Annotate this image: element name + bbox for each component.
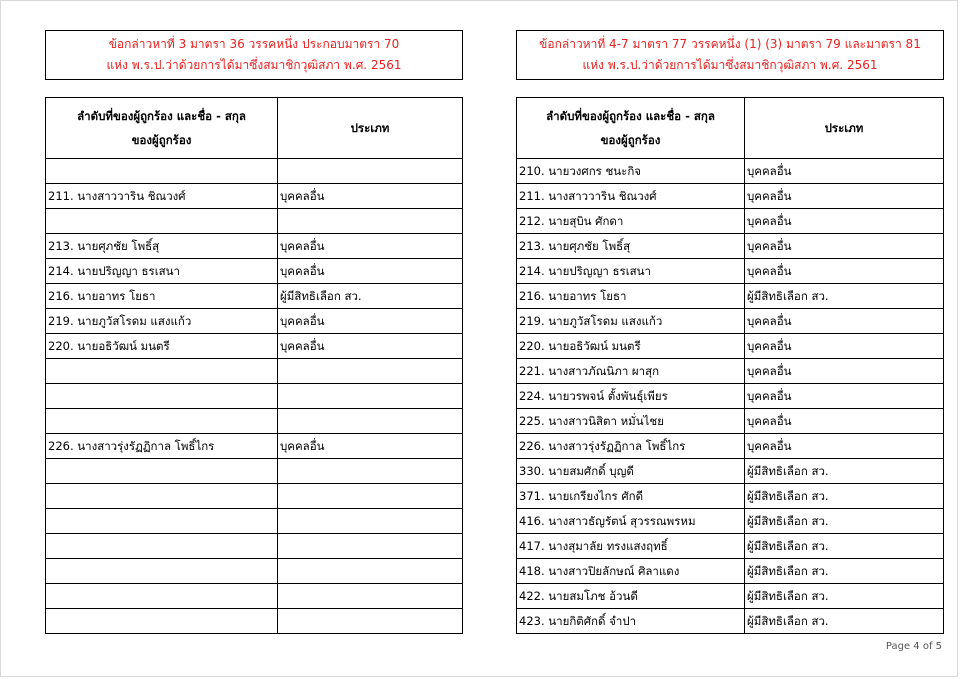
header-type-column: ประเภท bbox=[745, 98, 944, 159]
header-name-line2: ของผู้ถูกร้อง bbox=[600, 133, 661, 147]
table-row bbox=[517, 234, 944, 259]
page-number: Page 4 of 5 bbox=[885, 641, 942, 652]
respondent-name-cell: 330. นายสมศักดิ์ บุญดี bbox=[517, 459, 745, 484]
table-row bbox=[46, 334, 463, 359]
right-respondent-table bbox=[516, 97, 944, 634]
respondent-name-cell: 219. นายภูวัสโรดม แสงแก้ว bbox=[46, 309, 278, 334]
respondent-name-cell: 220. นายอธิวัฒน์ มนตรี bbox=[517, 334, 745, 359]
table-row bbox=[46, 584, 463, 609]
respondent-type-cell: บุคคลอื่น bbox=[278, 234, 463, 259]
header-name-line2: ของผู้ถูกร้อง bbox=[131, 133, 192, 147]
respondent-name-cell: 219. นายภูวัสโรดม แสงแก้ว bbox=[517, 309, 745, 334]
table-row bbox=[46, 384, 463, 409]
table-row bbox=[46, 609, 463, 634]
table-row bbox=[46, 534, 463, 559]
table-row bbox=[46, 309, 463, 334]
table-row bbox=[517, 184, 944, 209]
respondent-type-cell: บุคคลอื่น bbox=[745, 384, 944, 409]
respondent-type-cell bbox=[278, 384, 463, 409]
table-row bbox=[46, 159, 463, 184]
respondent-name-cell: 422. นายสมโภช อ้วนดี bbox=[517, 584, 745, 609]
table-row bbox=[517, 509, 944, 534]
respondent-type-cell: บุคคลอื่น bbox=[278, 259, 463, 284]
respondent-name-cell: 423. นายกิติศักดิ์ จำปา bbox=[517, 609, 745, 634]
respondent-name-cell: 418. นางสาวปิยลักษณ์ ศิลาแดง bbox=[517, 559, 745, 584]
respondent-type-cell: บุคคลอื่น bbox=[745, 259, 944, 284]
respondent-name-cell: 210. นายวงศกร ชนะกิจ bbox=[517, 159, 745, 184]
respondent-type-cell: บุคคลอื่น bbox=[745, 234, 944, 259]
respondent-name-cell: 214. นายปริญญา ธรเสนา bbox=[46, 259, 278, 284]
respondent-type-cell bbox=[278, 159, 463, 184]
respondent-name-cell: 213. นายศุภชัย โพธิ์สุ bbox=[46, 234, 278, 259]
respondent-type-cell bbox=[278, 609, 463, 634]
respondent-type-cell: ผู้มีสิทธิเลือก สว. bbox=[745, 584, 944, 609]
respondent-name-cell bbox=[46, 384, 278, 409]
respondent-name-cell bbox=[46, 559, 278, 584]
respondent-type-cell: บุคคลอื่น bbox=[745, 159, 944, 184]
table-row bbox=[46, 284, 463, 309]
respondent-type-cell bbox=[278, 534, 463, 559]
table-row bbox=[46, 484, 463, 509]
respondent-type-cell: บุคคลอื่น bbox=[278, 434, 463, 459]
respondent-type-cell: บุคคลอื่น bbox=[745, 359, 944, 384]
respondent-type-cell: ผู้มีสิทธิเลือก สว. bbox=[745, 509, 944, 534]
left-respondent-table bbox=[45, 97, 463, 634]
header-type-column: ประเภท bbox=[278, 98, 463, 159]
respondent-name-cell: 371. นายเกรียงไกร ศักดี bbox=[517, 484, 745, 509]
respondent-name-cell bbox=[46, 484, 278, 509]
respondent-type-cell: ผู้มีสิทธิเลือก สว. bbox=[745, 609, 944, 634]
respondent-name-cell bbox=[46, 459, 278, 484]
left-table-body bbox=[46, 159, 463, 634]
respondent-type-cell: ผู้มีสิทธิเลือก สว. bbox=[745, 559, 944, 584]
table-row bbox=[517, 534, 944, 559]
respondent-type-cell bbox=[278, 584, 463, 609]
respondent-type-cell: บุคคลอื่น bbox=[745, 309, 944, 334]
respondent-name-cell: 212. นายสุบิน ศักดา bbox=[517, 209, 745, 234]
respondent-name-cell: 224. นายวรพจน์ ตั้งพันธุ์เพียร bbox=[517, 384, 745, 409]
respondent-name-cell bbox=[46, 359, 278, 384]
table-row bbox=[46, 184, 463, 209]
left-title-line1: ข้อกล่าวหาที่ 3 มาตรา 36 วรรคหนึ่ง ประกอบมาตรา 70 bbox=[108, 37, 400, 51]
right-table-body bbox=[517, 159, 944, 634]
table-row bbox=[517, 284, 944, 309]
respondent-name-cell bbox=[46, 534, 278, 559]
respondent-type-cell bbox=[278, 409, 463, 434]
table-row bbox=[46, 459, 463, 484]
respondent-name-cell: 216. นายอาทร โยธา bbox=[517, 284, 745, 309]
table-row bbox=[517, 309, 944, 334]
respondent-type-cell: บุคคลอื่น bbox=[745, 409, 944, 434]
respondent-name-cell: 211. นางสาววาริน ชิณวงศ์ bbox=[46, 184, 278, 209]
respondent-type-cell: ผู้มีสิทธิเลือก สว. bbox=[745, 459, 944, 484]
respondent-type-cell bbox=[278, 559, 463, 584]
respondent-type-cell bbox=[278, 459, 463, 484]
respondent-type-cell: ผู้มีสิทธิเลือก สว. bbox=[745, 534, 944, 559]
table-row bbox=[46, 234, 463, 259]
table-header-row bbox=[46, 98, 463, 159]
table-row bbox=[46, 409, 463, 434]
respondent-type-cell: บุคคลอื่น bbox=[745, 334, 944, 359]
right-title-line1: ข้อกล่าวหาที่ 4-7 มาตรา 77 วรรคหนึ่ง (1) (3) มาตรา 79 และมาตรา 81 bbox=[539, 37, 921, 51]
respondent-name-cell bbox=[46, 609, 278, 634]
table-row bbox=[46, 209, 463, 234]
table-row bbox=[517, 434, 944, 459]
respondent-type-cell bbox=[278, 509, 463, 534]
respondent-type-cell: ผู้มีสิทธิเลือก สว. bbox=[745, 284, 944, 309]
respondent-type-cell: บุคคลอื่น bbox=[278, 334, 463, 359]
respondent-type-cell: ผู้มีสิทธิเลือก สว. bbox=[278, 284, 463, 309]
respondent-type-cell bbox=[278, 484, 463, 509]
respondent-name-cell: 220. นายอธิวัฒน์ มนตรี bbox=[46, 334, 278, 359]
respondent-name-cell bbox=[46, 209, 278, 234]
respondent-name-cell: 211. นางสาววาริน ชิณวงศ์ bbox=[517, 184, 745, 209]
table-row bbox=[517, 159, 944, 184]
header-name-column bbox=[46, 98, 278, 159]
respondent-type-cell bbox=[278, 359, 463, 384]
table-row bbox=[46, 434, 463, 459]
header-name-column bbox=[517, 98, 745, 159]
respondent-name-cell bbox=[46, 509, 278, 534]
respondent-name-cell bbox=[46, 409, 278, 434]
table-row bbox=[517, 459, 944, 484]
left-title-line2: แห่ง พ.ร.ป.ว่าด้วยการได้มาซึ่งสมาชิกวุฒิสภา พ.ศ. 2561 bbox=[106, 58, 402, 72]
table-row bbox=[46, 359, 463, 384]
respondent-type-cell: บุคคลอื่น bbox=[745, 434, 944, 459]
table-row bbox=[517, 384, 944, 409]
respondent-name-cell: 417. นางสุมาลัย ทรงแสงฤทธิ์ bbox=[517, 534, 745, 559]
table-row bbox=[517, 209, 944, 234]
left-charge-title bbox=[45, 30, 463, 80]
table-row bbox=[517, 584, 944, 609]
table-row bbox=[46, 509, 463, 534]
respondent-type-cell: บุคคลอื่น bbox=[278, 184, 463, 209]
respondent-name-cell bbox=[46, 584, 278, 609]
respondent-type-cell: บุคคลอื่น bbox=[745, 209, 944, 234]
table-row bbox=[517, 409, 944, 434]
respondent-name-cell: 226. นางสาวรุ่งรัฏฏิกาล โพธิ์ไกร bbox=[517, 434, 745, 459]
respondent-name-cell: 216. นายอาทร โยธา bbox=[46, 284, 278, 309]
right-charge-title bbox=[516, 30, 944, 80]
header-name-line1: ลำดับที่ของผู้ถูกร้อง และชื่อ - สกุล bbox=[546, 109, 715, 123]
respondent-name-cell: 221. นางสาวภัณนิภา ผาสุก bbox=[517, 359, 745, 384]
right-title-line2: แห่ง พ.ร.ป.ว่าด้วยการได้มาซึ่งสมาชิกวุฒิสภา พ.ศ. 2561 bbox=[582, 58, 878, 72]
respondent-name-cell: 416. นางสาวธัญรัตน์ สุวรรณพรหม bbox=[517, 509, 745, 534]
table-row bbox=[517, 609, 944, 634]
table-row bbox=[517, 334, 944, 359]
table-row bbox=[517, 484, 944, 509]
table-row bbox=[517, 359, 944, 384]
respondent-type-cell: บุคคลอื่น bbox=[745, 184, 944, 209]
respondent-type-cell bbox=[278, 209, 463, 234]
respondent-type-cell: บุคคลอื่น bbox=[278, 309, 463, 334]
table-header-row bbox=[517, 98, 944, 159]
respondent-name-cell: 214. นายปริญญา ธรเสนา bbox=[517, 259, 745, 284]
respondent-type-cell: ผู้มีสิทธิเลือก สว. bbox=[745, 484, 944, 509]
table-row bbox=[46, 259, 463, 284]
respondent-name-cell bbox=[46, 159, 278, 184]
table-row bbox=[517, 559, 944, 584]
respondent-name-cell: 225. นางสาวนิสิตา หมั่นไชย bbox=[517, 409, 745, 434]
respondent-name-cell: 226. นางสาวรุ่งรัฏฏิกาล โพธิ์ไกร bbox=[46, 434, 278, 459]
header-name-line1: ลำดับที่ของผู้ถูกร้อง และชื่อ - สกุล bbox=[77, 109, 246, 123]
table-row bbox=[517, 259, 944, 284]
respondent-name-cell: 213. นายศุภชัย โพธิ์สุ bbox=[517, 234, 745, 259]
table-row bbox=[46, 559, 463, 584]
